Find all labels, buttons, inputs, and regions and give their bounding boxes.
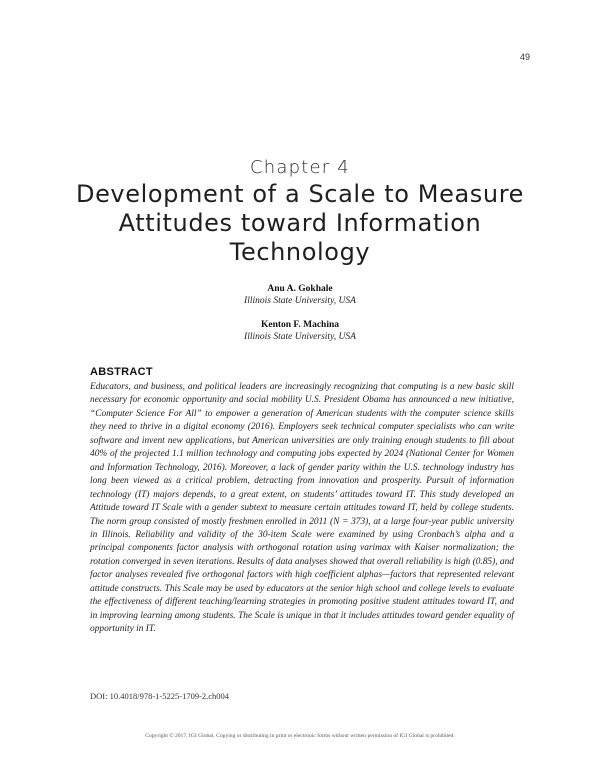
author-affiliation: Illinois State University, USA xyxy=(244,296,356,306)
abstract-heading: ABSTRACT xyxy=(90,366,153,378)
author-block xyxy=(0,283,600,307)
author-block xyxy=(0,319,600,343)
page-number: 49 xyxy=(519,52,530,62)
chapter-label: Chapter 4 xyxy=(250,157,350,178)
copyright-notice: Copyright © 2017, IGI Global. Copying or distributing in print or electronic forms without written permission of IGI Global is prohibited. xyxy=(145,733,455,739)
abstract-body: Educators, and business, and political leaders are increasingly recognizing that computing is a new basic skill necessary for economic opportunity and social mobility U.S. President Obama has announced a new initiative, “Computer Science For All” to empower a generation of American students with the computer science skills they need to thrive in a digital economy (2016). Employers seek technical computer specialists who can write software and invent new applications, but American universities are only training enough students to fill about 40% of the projected 1.1 million technology and computing jobs expected by 2024 (National Center for Women and Information Technology, 2016). Moreover, a lack of gender parity within the U.S. technology industry has long been viewed as a critical problem, detracting from innovation and prosperity. Pursuit of information technology (IT) majors depends, to a great extent, on students’ attitudes toward IT. This study developed an Attitude toward IT Scale with a gender subtext to measure certain attitudes toward IT, held by college students. The norm group consisted of mostly freshmen enrolled in 2011 (N = 373), at a large four-year public university in Illinois. Reliability and validity of the 30-item Scale were examined by using Cronbach’s alpha and a principal components factor analysis with orthogonal rotation using varimax with Kaiser normalization; the rotation converged in seven iterations. Results of data analyses showed that overall reliability is high (0.85), and factor analyses revealed five orthogonal factors with high coefficient alphas—factors that represented relevant attitude constructs. This Scale may be used by educators at the senior high school and college levels to evaluate the effectiveness of different teaching/learning strategies in promoting positive student attitudes toward IT, and in improving learning among students. The Scale is unique in that it includes attitudes toward gender equality of opportunity in IT. xyxy=(90,382,514,635)
doi: DOI: 10.4018/978-1-5225-1709-2.ch004 xyxy=(90,691,230,701)
author-affiliation: Illinois State University, USA xyxy=(244,332,356,342)
author-name: Anu A. Gokhale xyxy=(267,284,333,294)
chapter-title: Development of a Scale to Measure Attitudes toward Information Technology xyxy=(75,180,524,266)
author-name: Kenton F. Machina xyxy=(260,320,340,330)
